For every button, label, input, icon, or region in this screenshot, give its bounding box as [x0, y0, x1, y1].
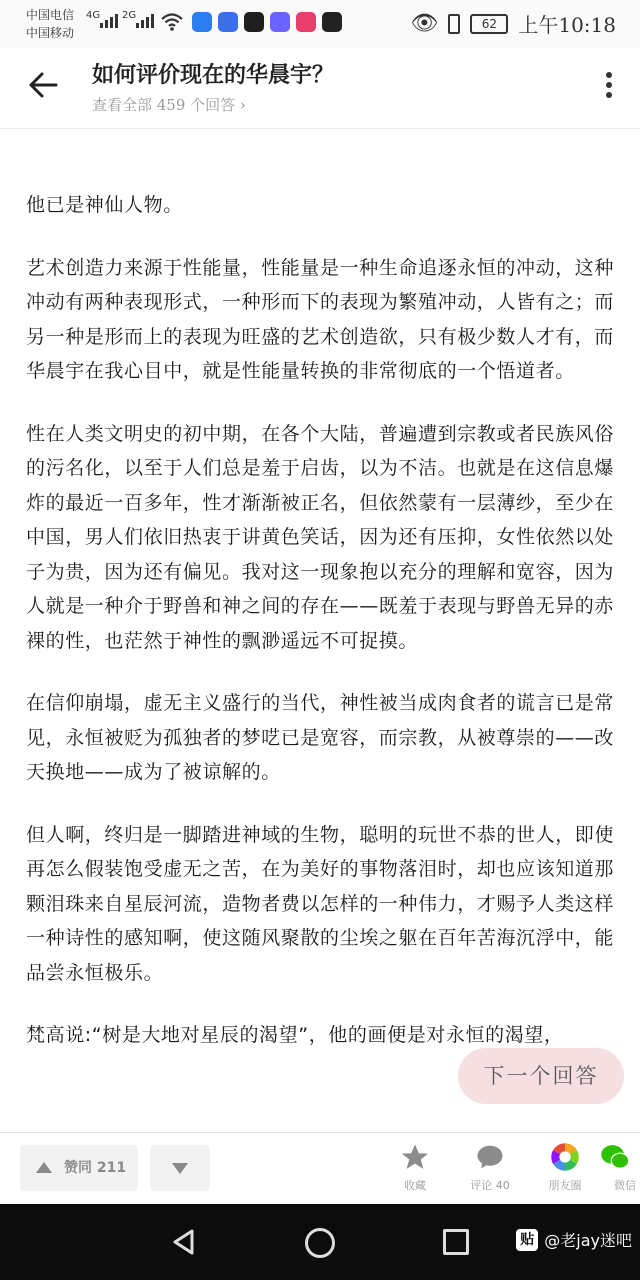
view-all-answers-link[interactable]: 查看全部 459 个回答 › — [92, 96, 246, 114]
moments-label: 朋友圈 — [548, 1179, 582, 1192]
downvote-arrow-icon — [172, 1163, 188, 1174]
carrier-labels — [26, 6, 74, 42]
carrier-2: 中国移动 — [26, 26, 75, 40]
tieba-watermark — [516, 1228, 632, 1251]
comment-button[interactable] — [459, 1141, 521, 1193]
signal-icon-1 — [100, 14, 118, 28]
back-arrow-icon[interactable] — [26, 68, 60, 102]
upvote-label: 赞同 211 — [64, 1160, 127, 1176]
status-right — [410, 9, 616, 38]
nav-recents-icon[interactable] — [443, 1229, 469, 1255]
question-header — [0, 48, 640, 129]
upvote-button[interactable] — [20, 1145, 138, 1191]
upvote-arrow-icon — [36, 1162, 52, 1173]
network-type-2: 2G — [122, 10, 137, 21]
app-notification-icon-4 — [270, 12, 290, 32]
paragraph-1: 他已是神仙人物。 — [26, 194, 183, 216]
eye-comfort-icon: 👁 — [410, 10, 439, 36]
nav-home-icon[interactable] — [305, 1228, 335, 1258]
app-notification-icon-2 — [218, 12, 238, 32]
status-bar — [0, 0, 640, 48]
paragraph-2: 艺术创造力来源于性能量，性能量是一种生命追逐永恒的冲动，这种冲动有两种表现形式，一种形而下的表现为繁殖冲动，人皆有之；而另一种是形而上的表现为旺盛的艺术创造欲，只有极少数人才有，而华晨宇在我心目中，就是性能量转换的非常彻底的一个悟道者。 — [26, 256, 615, 382]
app-notification-icon-6 — [322, 12, 342, 32]
signal-icon-2 — [136, 14, 154, 28]
app-notification-icon-3 — [244, 12, 264, 32]
watermark-text: @老jay迷吧 — [544, 1231, 632, 1250]
collect-button[interactable] — [384, 1141, 446, 1193]
carrier-1: 中国电信 — [26, 8, 75, 22]
app-notification-icon-1 — [192, 12, 212, 32]
star-icon — [400, 1142, 430, 1172]
collect-label: 收藏 — [404, 1179, 426, 1192]
share-moments-button[interactable] — [534, 1141, 596, 1193]
comment-icon — [475, 1142, 505, 1172]
app-notification-icon-5 — [296, 12, 316, 32]
tieba-logo-icon: 贴 — [516, 1229, 538, 1251]
paragraph-3: 性在人类文明史的初中期，在各个大陆，普遍遭到宗教或者民族风俗的污名化，以至于人们总是羞于启齿，以为不洁。也就是在这信息爆炸的最近一百多年，性才渐渐被正名，但依然蒙有一层薄纱，至少在中国，男人们依旧热衷于讲黄色笑话，因为还有压抑，女性依然以处子为贵，因为还有偏见。我对这一现象抱以充分的理解和宽容，因为人就是一种介于野兽和神之间的存在——既羞于表现与野兽无异的赤裸的性，也茫然于神性的飘渺遥远不可捉摸。 — [26, 422, 615, 652]
battery-icon: 62 — [470, 14, 508, 34]
paragraph-6: 梵高说:“树是大地对星辰的渴望”，他的画便是对永恒的渴望， — [26, 1024, 564, 1046]
wechat-label: 微信 — [614, 1179, 636, 1192]
downvote-button[interactable] — [150, 1145, 210, 1191]
system-navigation-bar — [0, 1204, 640, 1280]
clock: 上午10:18 — [518, 13, 616, 37]
more-options-icon[interactable] — [606, 72, 614, 102]
answer-content — [26, 188, 620, 1081]
wifi-icon — [160, 12, 184, 32]
share-wechat-button[interactable] — [600, 1141, 640, 1193]
network-type-1: 4G — [86, 10, 101, 21]
wechat-icon — [600, 1142, 630, 1172]
action-bar — [0, 1132, 640, 1205]
vibrate-icon — [448, 14, 460, 34]
question-title[interactable]: 如何评价现在的华晨宇？ — [92, 62, 335, 88]
next-answer-button[interactable]: 下一个回答 — [458, 1048, 624, 1104]
nav-back-icon[interactable] — [170, 1228, 198, 1256]
comment-label: 评论 40 — [470, 1179, 510, 1192]
paragraph-5: 但人啊，终归是一脚踏进神域的生物，聪明的玩世不恭的世人，即使再怎么假装饱受虚无之苦，在为美好的事物落泪时，却也应该知道那颗泪珠来自星辰河流，造物者费以怎样的一种伟力，才赐予人类这样一种诗性的感知啊，使这随风聚散的尘埃之躯在百年苦海沉浮中，能品尝永恒极乐。 — [26, 823, 615, 984]
moments-icon — [550, 1142, 580, 1172]
paragraph-4: 在信仰崩塌，虚无主义盛行的当代，神性被当成肉食者的谎言已是常见，永恒被贬为孤独者的梦呓已是宽容，而宗教，从被尊崇的——改天换地——成为了被谅解的。 — [26, 692, 615, 783]
